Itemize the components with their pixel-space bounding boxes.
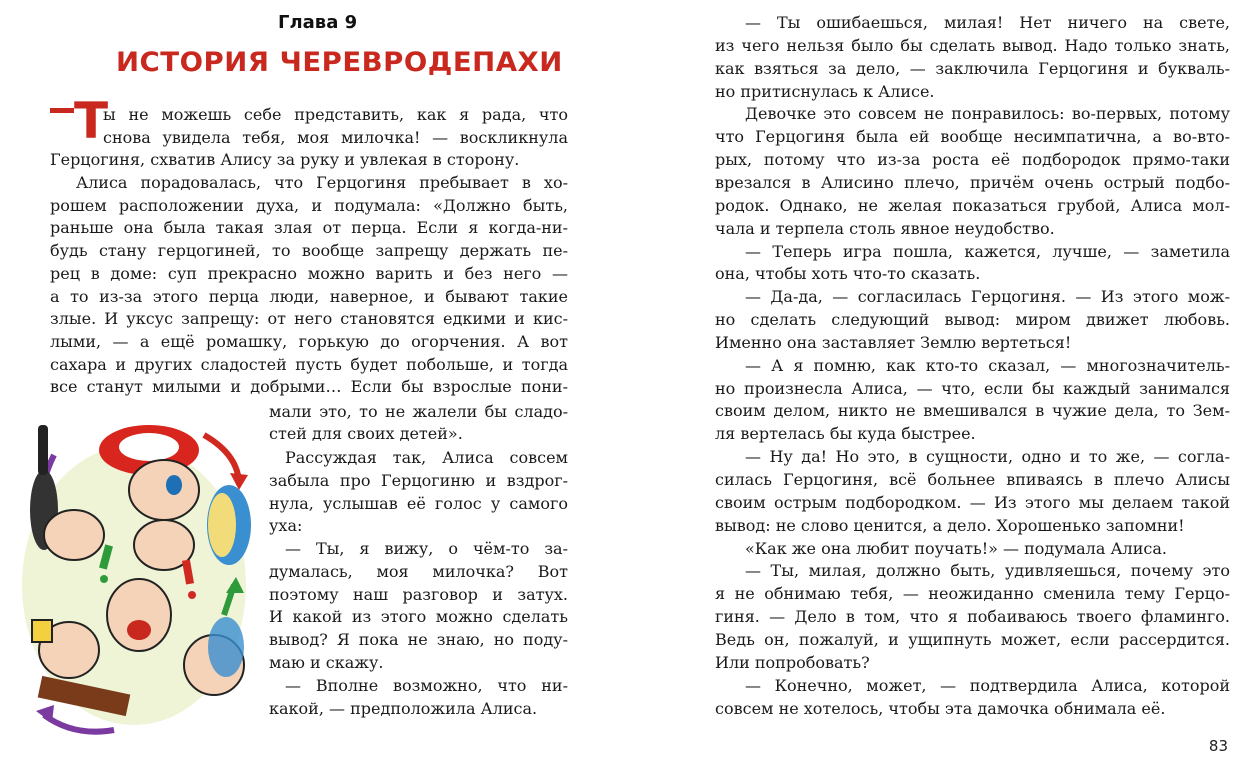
text-line: но сделать следующий вывод: миром движет любовь. bbox=[715, 310, 1230, 330]
text-line: «Как же она любит поучать!» — подумала Алиса. bbox=[745, 538, 1167, 558]
text-line: совсем не хотелось, чтобы эта дамочка обнимала её. bbox=[715, 698, 1166, 718]
text-line: чала и терпела столь явное неудобство. bbox=[715, 218, 1055, 238]
text-line: врезался в Алисино плечо, причём очень острый подбо- bbox=[715, 172, 1230, 192]
text-line: ы не можешь себе представить, как я рада, что bbox=[103, 105, 568, 124]
text-line: сахара и других сладостей пусть будет побольше, и тогда bbox=[50, 354, 568, 374]
text-line: маю и скажу. bbox=[269, 653, 384, 672]
text-line: — Конечно, может, — подтвердила Алиса, которой bbox=[745, 675, 1230, 695]
text-line: нула, услышав её голос у самого bbox=[269, 494, 568, 513]
text-line: гиня. — Дело в том, что я побаиваюсь твоего фламинго. bbox=[715, 607, 1230, 627]
text-line: снова увидела тебя, моя милочка! — воскликнула bbox=[103, 128, 568, 147]
text-line: стей для своих детей». bbox=[269, 424, 463, 443]
text-line: Алиса порадовалась, что Герцогиня пребывает в хо- bbox=[76, 173, 568, 192]
text-line: — Ну да! Но это, в сущности, одно и то же, — согла- bbox=[745, 447, 1230, 467]
text-line: она, чтобы хоть что-то сказать. bbox=[715, 264, 981, 284]
left-page bbox=[0, 0, 626, 774]
text-line: лыми, — а ещё ромашку, горькую до огорчения. А вот bbox=[50, 331, 568, 351]
text-line: но произнесла Алиса, — что, если бы каждый занимался bbox=[715, 378, 1230, 398]
text-line: Или попробовать? bbox=[715, 652, 870, 672]
text-line: — Да-да, — согласилась Герцогиня. — Из этого мож- bbox=[745, 287, 1230, 307]
text-line: злые. И уксус запрещу: от него становятся едкими и кис- bbox=[50, 309, 568, 329]
text-line: какой, — предположила Алиса. bbox=[269, 699, 538, 718]
text-line: рых, потому что из-за роста её подбородок прямо-таки bbox=[715, 150, 1230, 170]
text-line: забыла про Герцогиню и вздрог- bbox=[269, 471, 568, 490]
text-line: Девочке это совсем не понравилось: во-первых, потому bbox=[745, 104, 1230, 124]
text-line: вывод? Я пока не знаю, но поду- bbox=[269, 630, 568, 649]
text-line: — Теперь игра пошла, кажется, лучше, — заметила bbox=[745, 241, 1230, 261]
text-line: — Вполне возможно, что ни- bbox=[285, 676, 568, 695]
text-line: — А я помню, как кто-то сказал, — многозначитель- bbox=[745, 355, 1230, 375]
text-line: уха: bbox=[269, 516, 303, 535]
text-line: И какой из этого можно сделать bbox=[269, 607, 568, 626]
text-line: раньше она была такая злая от перца. Если я когда-ни- bbox=[50, 218, 568, 238]
text-line: думалась, моя милочка? Вот bbox=[269, 562, 568, 581]
text-line: своим делом, никто не вмешивался в чужие дела, то Зем- bbox=[715, 401, 1230, 421]
text-line: вывод: не слово ценится, а дело. Хорошенько запомни! bbox=[715, 515, 1185, 535]
text-line: Герцогиня, схватив Алису за руку и увлекая в сторону. bbox=[50, 150, 520, 169]
chapter-title: ИСТОРИЯ ЧЕРЕВРОДЕПАХИ bbox=[116, 47, 563, 78]
dropcap-letter: Т bbox=[74, 92, 109, 150]
text-line: рец в доме: суп прекрасно можно варить и без него — bbox=[50, 263, 568, 283]
chapter-label: Глава 9 bbox=[278, 12, 358, 33]
text-line: ля вертелась бы куда быстрее. bbox=[715, 424, 976, 444]
text-line: мали это, то не жалели бы сладо- bbox=[269, 402, 568, 421]
right-page bbox=[626, 0, 1253, 774]
text-line: из чего нельзя было бы сделать вывод. Надо только знать, bbox=[715, 35, 1230, 55]
text-line: будь стану герцогиней, то вообще запрещу держать пе- bbox=[50, 241, 568, 261]
text-line: родок. Однако, не желая показаться грубой, Алиса мол- bbox=[715, 195, 1230, 215]
text-line: — Ты, милая, должно быть, удивляешься, почему это bbox=[745, 561, 1230, 581]
text-line: Ведь он, пожалуй, и ущипнуть может, если рассердится. bbox=[715, 629, 1230, 649]
text-line: — Ты ошибаешься, милая! Нет ничего на свете, bbox=[745, 13, 1230, 32]
text-line: поэтому наш разговор и затух. bbox=[269, 585, 568, 604]
text-line: силась Герцогиня, всё больнее впиваясь в плечо Алисы bbox=[715, 470, 1230, 489]
cooks-circle-illustration bbox=[14, 415, 262, 737]
text-line: я не обнимаю тебя, — неожиданно сменила тему Герцо- bbox=[715, 584, 1230, 604]
text-line: что Герцогиня была ей вообще несимпатична, а во-вто- bbox=[715, 127, 1230, 147]
text-line: — Ты, я вижу, о чём-то за- bbox=[285, 539, 568, 558]
text-line: Именно она заставляет Землю вертеться! bbox=[715, 332, 1072, 352]
text-line: рошем расположении духа, и подумала: «Должно быть, bbox=[50, 195, 568, 215]
text-line: но притиснулась к Алисе. bbox=[715, 81, 935, 101]
text-line: все станут милыми и добрыми… Если бы взрослые пони- bbox=[50, 377, 568, 397]
dropcap-dash bbox=[50, 108, 74, 113]
text-line: как взяться за дело, — заключила Герцогиня и букваль- bbox=[715, 58, 1230, 78]
text-line: а то из-за этого перца люди, наверное, и бывают такие bbox=[50, 286, 568, 306]
text-line: своим острым подбородком. — Из этого мы делаем такой bbox=[715, 492, 1230, 512]
text-line: Рассуждая так, Алиса совсем bbox=[285, 448, 568, 467]
page-number: 83 bbox=[1208, 737, 1228, 755]
